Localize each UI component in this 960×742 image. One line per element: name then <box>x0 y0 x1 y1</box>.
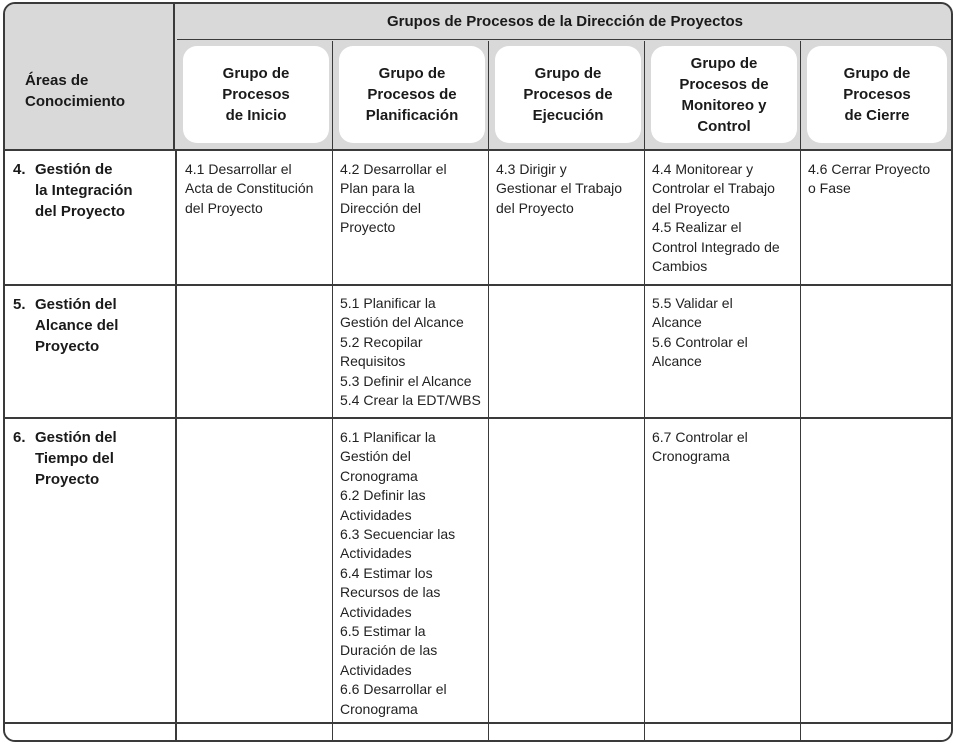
process-matrix-table <box>3 2 953 742</box>
process-cell-planning: 6.1 Planificar la Gestión del Cronograma 6.2 Definir las Actividades 6.3 Secuenciar las Actividades 6.4 Estimar los Recursos de las Actividades 6.5 Estimar la Duración de las Actividades 6.6 Desarrollar el Cronograma <box>340 429 456 717</box>
knowledge-areas-label: Áreas de Conocimiento <box>25 72 125 110</box>
group-header-executing: Grupo de Procesos de Ejecución <box>495 46 641 143</box>
process-cell-planning: 5.1 Planificar la Gestión del Alcance 5.2 Recopilar Requisitos 5.3 Definir el Alcance 5.4 Crear la EDT/WBS <box>340 295 481 409</box>
header-divider <box>800 41 801 149</box>
process-cell-planning: 4.2 Desarrollar el Plan para la Dirección del Proyecto <box>340 161 447 236</box>
row-divider <box>5 417 951 419</box>
table-body <box>5 149 951 742</box>
column-divider <box>175 151 177 742</box>
column-divider <box>332 151 333 742</box>
process-cell-monitoring: 4.4 Monitorear y Controlar el Trabajo del Proyecto 4.5 Realizar el Control Integrado de Cambios <box>652 161 780 275</box>
header-divider <box>488 41 489 149</box>
row-divider <box>5 722 951 724</box>
area-name: Gestión del Tiempo del Proyecto <box>35 429 117 488</box>
process-cell-initiating: 4.1 Desarrollar el Acta de Constitución del Proyecto <box>185 161 314 216</box>
group-header-initiating: Grupo de Procesos de Inicio <box>183 46 329 143</box>
knowledge-areas-header <box>5 4 175 149</box>
area-name: Gestión del Alcance del Proyecto <box>35 296 119 355</box>
process-groups-title: Grupos de Procesos de la Dirección de Proyectos <box>177 4 953 40</box>
header-divider <box>332 41 333 149</box>
group-header-closing: Grupo de Procesos de Cierre <box>807 46 947 143</box>
row-divider <box>5 284 951 286</box>
process-cell-executing: 4.3 Dirigir y Gestionar el Trabajo del Proyecto <box>496 161 623 216</box>
area-number: 5. <box>13 296 26 313</box>
group-header-monitoring: Grupo de Procesos de Monitoreo y Control <box>651 46 797 143</box>
column-divider <box>644 151 645 742</box>
header-divider <box>644 41 645 149</box>
group-header-planning: Grupo de Procesos de Planificación <box>339 46 485 143</box>
process-cell-closing: 4.6 Cerrar Proyecto o Fase <box>808 161 931 197</box>
area-number: 4. <box>13 161 26 178</box>
column-divider <box>800 151 801 742</box>
area-number: 6. <box>13 429 26 446</box>
process-cell-monitoring: 6.7 Controlar el Cronograma <box>652 429 748 465</box>
area-name: Gestión de la Integración del Proyecto <box>35 161 133 220</box>
process-cell-monitoring: 5.5 Validar el Alcance 5.6 Controlar el Alcance <box>652 295 748 370</box>
column-divider <box>488 151 489 742</box>
